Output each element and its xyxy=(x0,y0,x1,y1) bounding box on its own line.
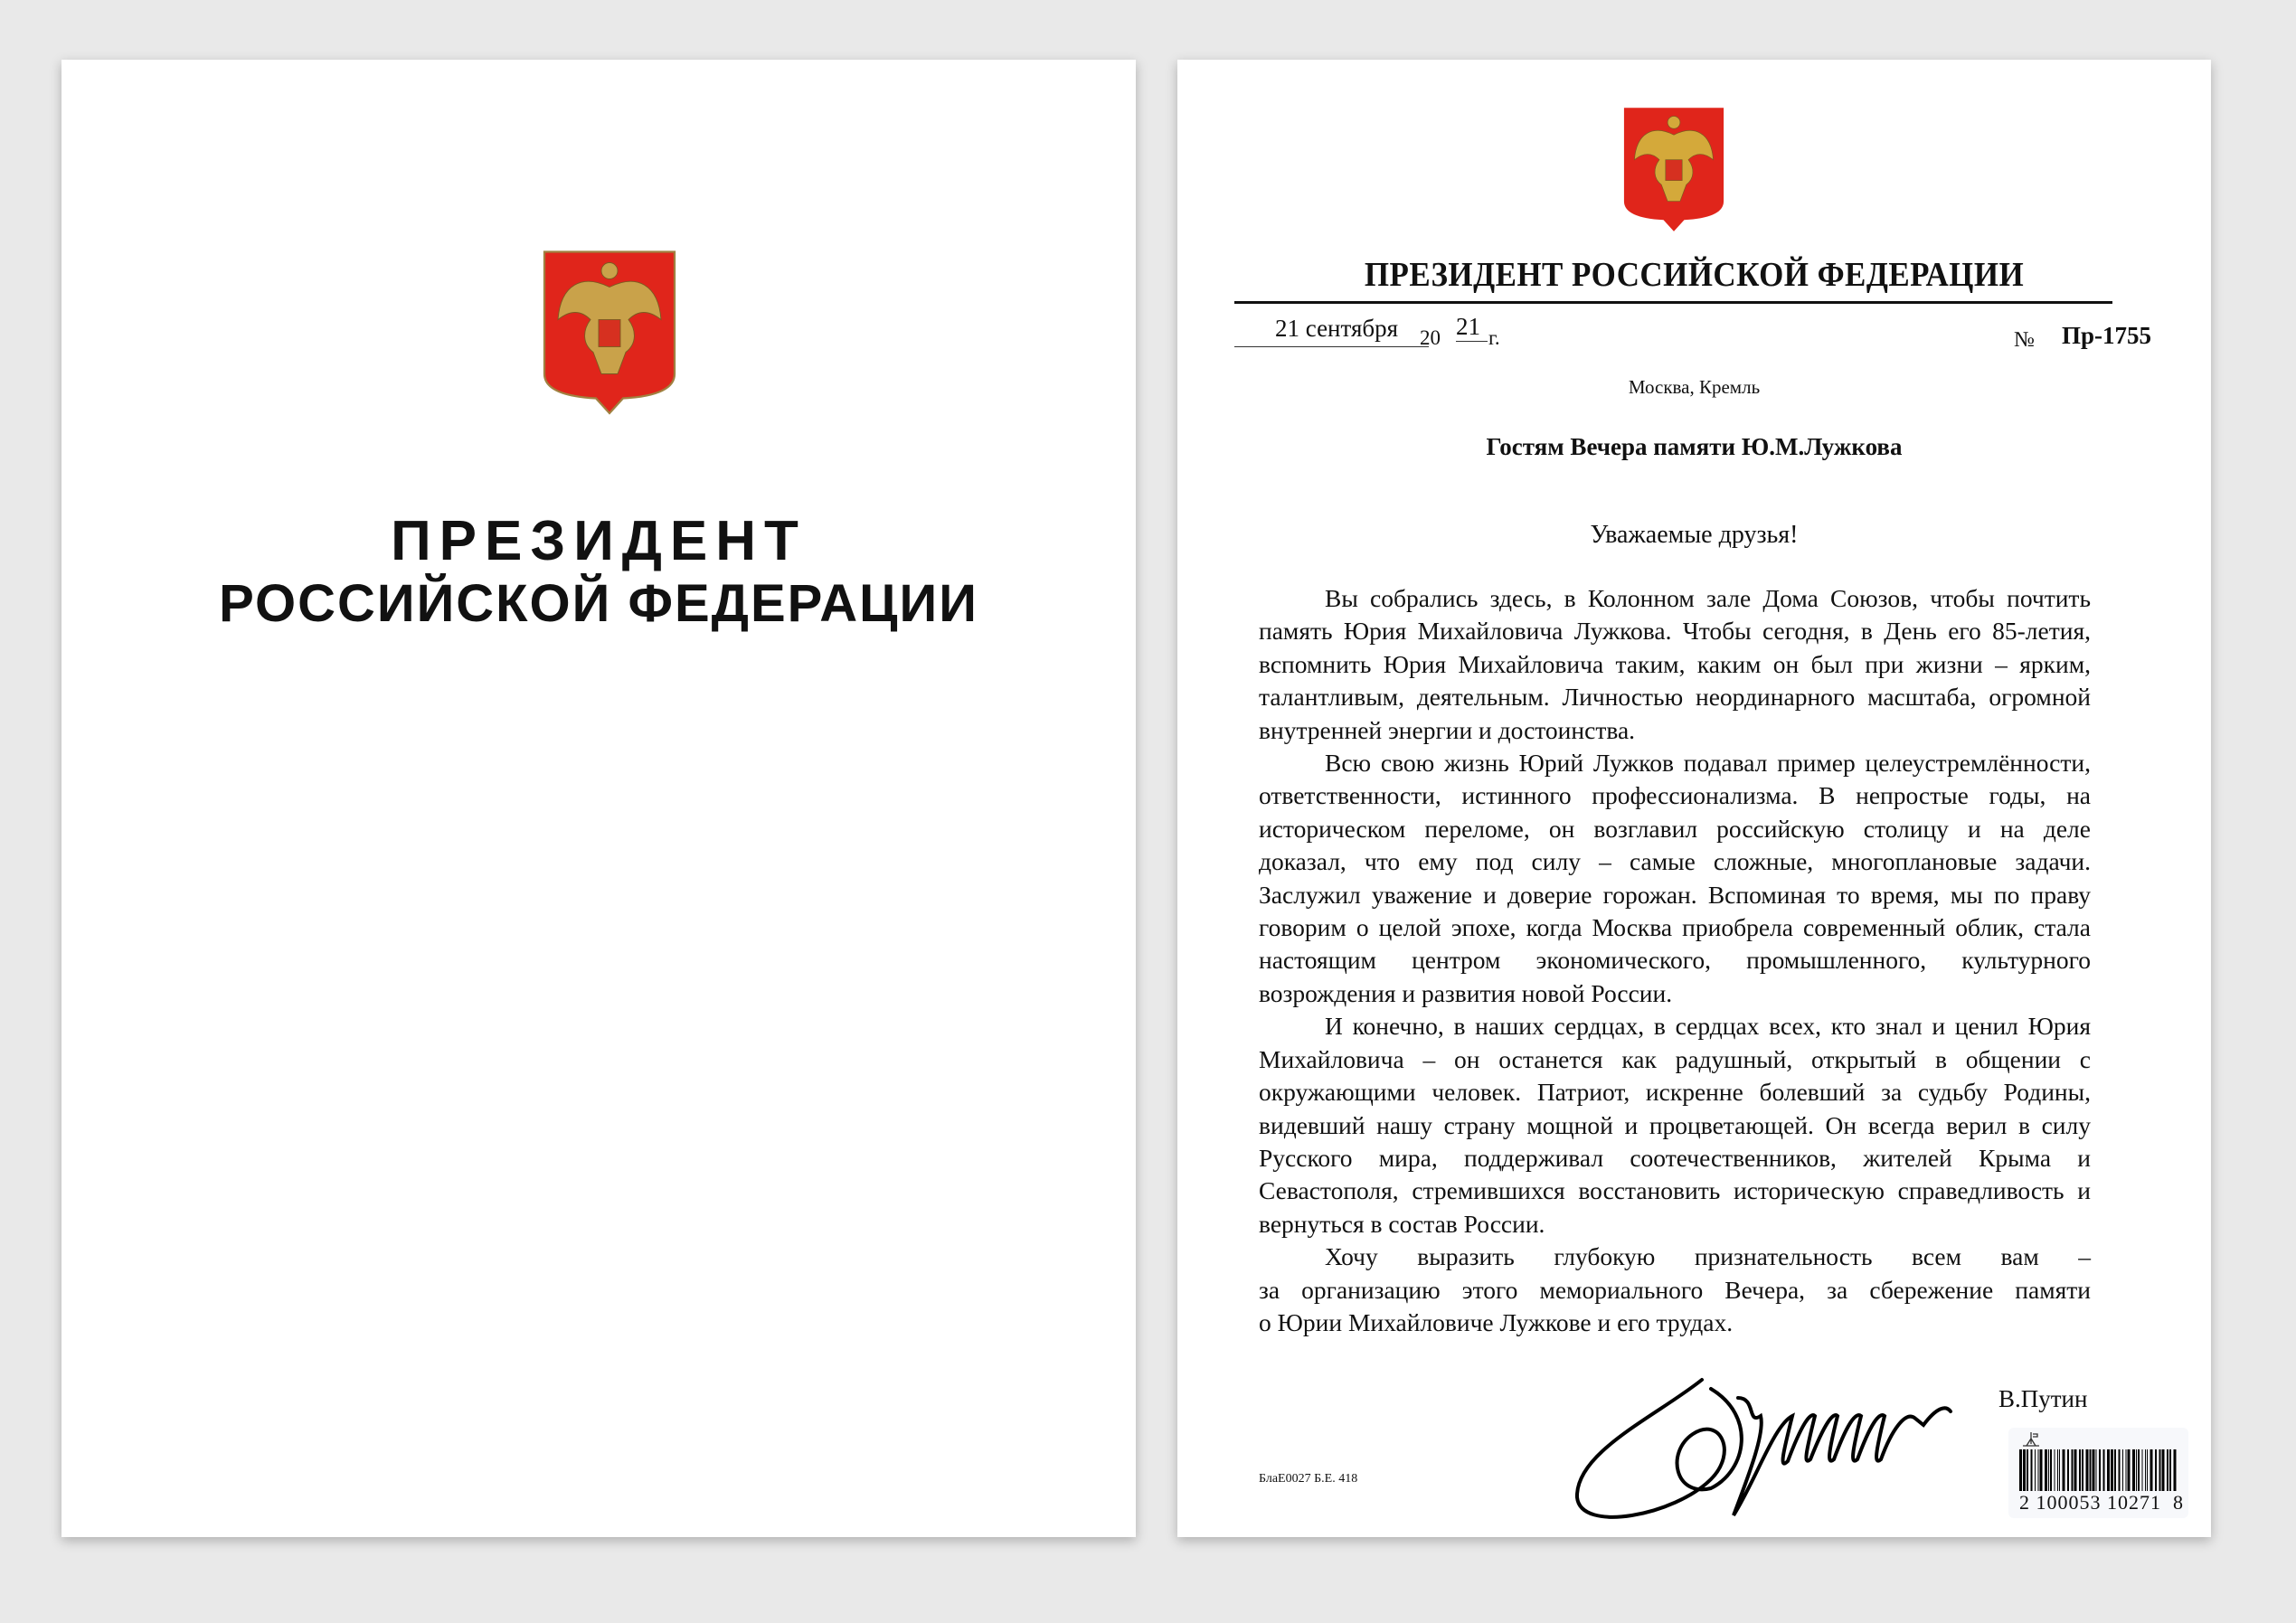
paragraph-line: ответственности, истинного профессионализма. В непростые годы, на xyxy=(1259,781,2091,810)
barcode-bar xyxy=(2119,1449,2121,1491)
barcode-bar xyxy=(2155,1449,2157,1491)
barcode-bar xyxy=(2019,1449,2022,1491)
barcode-bar xyxy=(2150,1449,2153,1491)
paragraph-line: вернуться в состав России. xyxy=(1259,1209,1545,1238)
paragraph-line: о Юрии Михайловиче Лужкове и его трудах. xyxy=(1259,1307,1734,1336)
barcode-bar xyxy=(2045,1449,2047,1491)
paragraph-line: талантливым, деятельным. Личностью неординарного масштаба, огромной xyxy=(1259,683,2091,712)
date-century: 20 xyxy=(1420,326,1441,349)
barcode-bar xyxy=(2147,1449,2148,1491)
barcode-bar xyxy=(2048,1449,2049,1491)
barcode-bar xyxy=(2159,1449,2161,1491)
paragraph-line: Русского мира, поддерживал соотечественников, жителей Крыма и xyxy=(1259,1143,2091,1172)
coat-of-arms-icon xyxy=(542,249,677,415)
barcode-bar xyxy=(2122,1449,2123,1491)
paragraph-line: видевший нашу страну мощной и процветающей. Он всегда верил в силу xyxy=(1259,1110,2091,1139)
paragraph-line: окружающими человек. Патриот, искренне болевший за судьбу Родины, xyxy=(1259,1078,2091,1107)
paragraph-line: за организацию этого мемориального Вечера, за сбережение памяти xyxy=(1259,1275,2091,1304)
cover-title-line2: РОССИЙСКОЙ ФЕДЕРАЦИИ xyxy=(219,574,978,633)
barcode-bar xyxy=(2093,1449,2095,1491)
barcode-bar xyxy=(2063,1449,2065,1491)
barcode-bar xyxy=(2027,1449,2028,1491)
paragraph-line: настоящим центром экономического, промышленного, культурного xyxy=(1259,946,2091,975)
signature-image xyxy=(1566,1362,1964,1533)
barcode-bar xyxy=(2086,1449,2089,1491)
cover-title-line1: ПРЕЗИДЕНТ xyxy=(391,510,807,572)
barcode-bar xyxy=(2074,1449,2077,1491)
paragraph-line: Михайловича – он останется как радушный, открытый в общении с xyxy=(1259,1044,2091,1073)
barcode-bar xyxy=(2114,1449,2116,1491)
barcode-bar xyxy=(2050,1449,2052,1491)
coat-of-arms-icon xyxy=(1620,106,1728,232)
barcode-bar xyxy=(2096,1449,2097,1491)
kremlin-logo-icon xyxy=(2019,1431,2043,1448)
header-divider xyxy=(1234,301,2112,304)
cover-page xyxy=(61,60,1136,1537)
barcode-bar xyxy=(2079,1449,2081,1491)
barcode-bar xyxy=(2057,1449,2058,1491)
barcode-bar xyxy=(2038,1449,2039,1491)
paragraph-line: говорим о целой эпохе, когда Москва приобрела современный облик, стала xyxy=(1259,913,2091,942)
paragraph-line: Севастополя, стремившихся восстановить историческую справедливость и xyxy=(1259,1176,2091,1205)
greeting: Уважаемые друзья! xyxy=(1590,521,1799,549)
date-underline xyxy=(1234,346,1429,347)
signer-name: В.Путин xyxy=(1998,1385,2088,1412)
letter-page xyxy=(1177,60,2211,1537)
barcode-bar xyxy=(2174,1449,2177,1491)
barcode-bar xyxy=(2059,1449,2060,1491)
letter-body xyxy=(1259,582,2091,1339)
paragraph-line: Заслужил уважение и доверие горожан. Вспоминая то время, мы по праву xyxy=(1259,880,2091,909)
paragraph-line: Вы собрались здесь, в Колонном зале Дома Союзов, чтобы почтить xyxy=(1325,584,2091,612)
date-year: 21 xyxy=(1456,313,1488,342)
barcode-bar xyxy=(2111,1449,2113,1491)
date-suffix: г. xyxy=(1488,326,1500,349)
barcode-bar xyxy=(2169,1449,2171,1491)
paragraph-line: вспомнить Юрия Михайловича таким, каким он был при жизни – ярким, xyxy=(1259,649,2091,678)
form-code: БлаЕ0027 Б.Е. 418 xyxy=(1259,1472,1358,1486)
paragraph-line: Всю свою жизнь Юрий Лужков подавал пример целеустремлённости, xyxy=(1325,749,2091,778)
barcode-bar xyxy=(2136,1449,2137,1491)
document-number: Пр-1755 xyxy=(2062,322,2152,349)
barcode-bar xyxy=(2162,1449,2165,1491)
barcode-bar xyxy=(2128,1449,2131,1491)
barcode-bar xyxy=(2067,1449,2069,1491)
paragraph-line: И конечно, в наших сердцах, в сердцах всех, кто знал и ценил Юрия xyxy=(1325,1012,2091,1041)
place: Москва, Кремль xyxy=(1628,376,1761,398)
barcode-bar xyxy=(2145,1449,2146,1491)
barcode-bar xyxy=(2167,1449,2168,1491)
barcode-number: 2 100053 10271 8 xyxy=(2019,1491,2184,1514)
barcode-bar xyxy=(2072,1449,2074,1491)
barcode-bar xyxy=(2023,1449,2026,1491)
barcode-bar xyxy=(2103,1449,2105,1491)
paragraph-line: историческом переломе, он возглавил российскую столицу и на деле xyxy=(1259,814,2091,843)
barcode-bars xyxy=(2019,1449,2178,1491)
date-day-month: 21 сентября xyxy=(1275,315,1399,342)
addressee: Гостям Вечера памяти Ю.М.Лужкова xyxy=(1486,433,1903,460)
barcode-bar xyxy=(2126,1449,2127,1491)
number-sign: № xyxy=(2014,328,2035,352)
letterhead-title: ПРЕЗИДЕНТ РОССИЙСКОЙ ФЕДЕРАЦИИ xyxy=(1364,256,2025,294)
barcode-bar xyxy=(2132,1449,2135,1491)
paragraph-line: Хочу выразить глубокую признательность всем вам – xyxy=(1325,1242,2091,1271)
paragraph-line: память Юрия Михайловича Лужкова. Чтобы сегодня, в День его 85-летия, xyxy=(1259,617,2091,646)
barcode-bar xyxy=(2138,1449,2140,1491)
barcode-bar xyxy=(2099,1449,2101,1491)
paragraph-line: возрождения и развития новой России. xyxy=(1259,978,1673,1007)
barcode-bar xyxy=(2082,1449,2083,1491)
barcode-bar xyxy=(2031,1449,2033,1491)
paragraph-line: доказал, что ему под силу – самые сложные, многоплановые задачи. xyxy=(1259,847,2091,876)
paragraph-line: внутренней энергии и достоинства. xyxy=(1259,715,1636,744)
barcode-bar xyxy=(2090,1449,2092,1491)
barcode-bar xyxy=(2142,1449,2143,1491)
barcode-bar xyxy=(2107,1449,2110,1491)
barcode-bar xyxy=(2035,1449,2036,1491)
barcode-bar xyxy=(2040,1449,2043,1491)
barcode xyxy=(2008,1428,2188,1518)
